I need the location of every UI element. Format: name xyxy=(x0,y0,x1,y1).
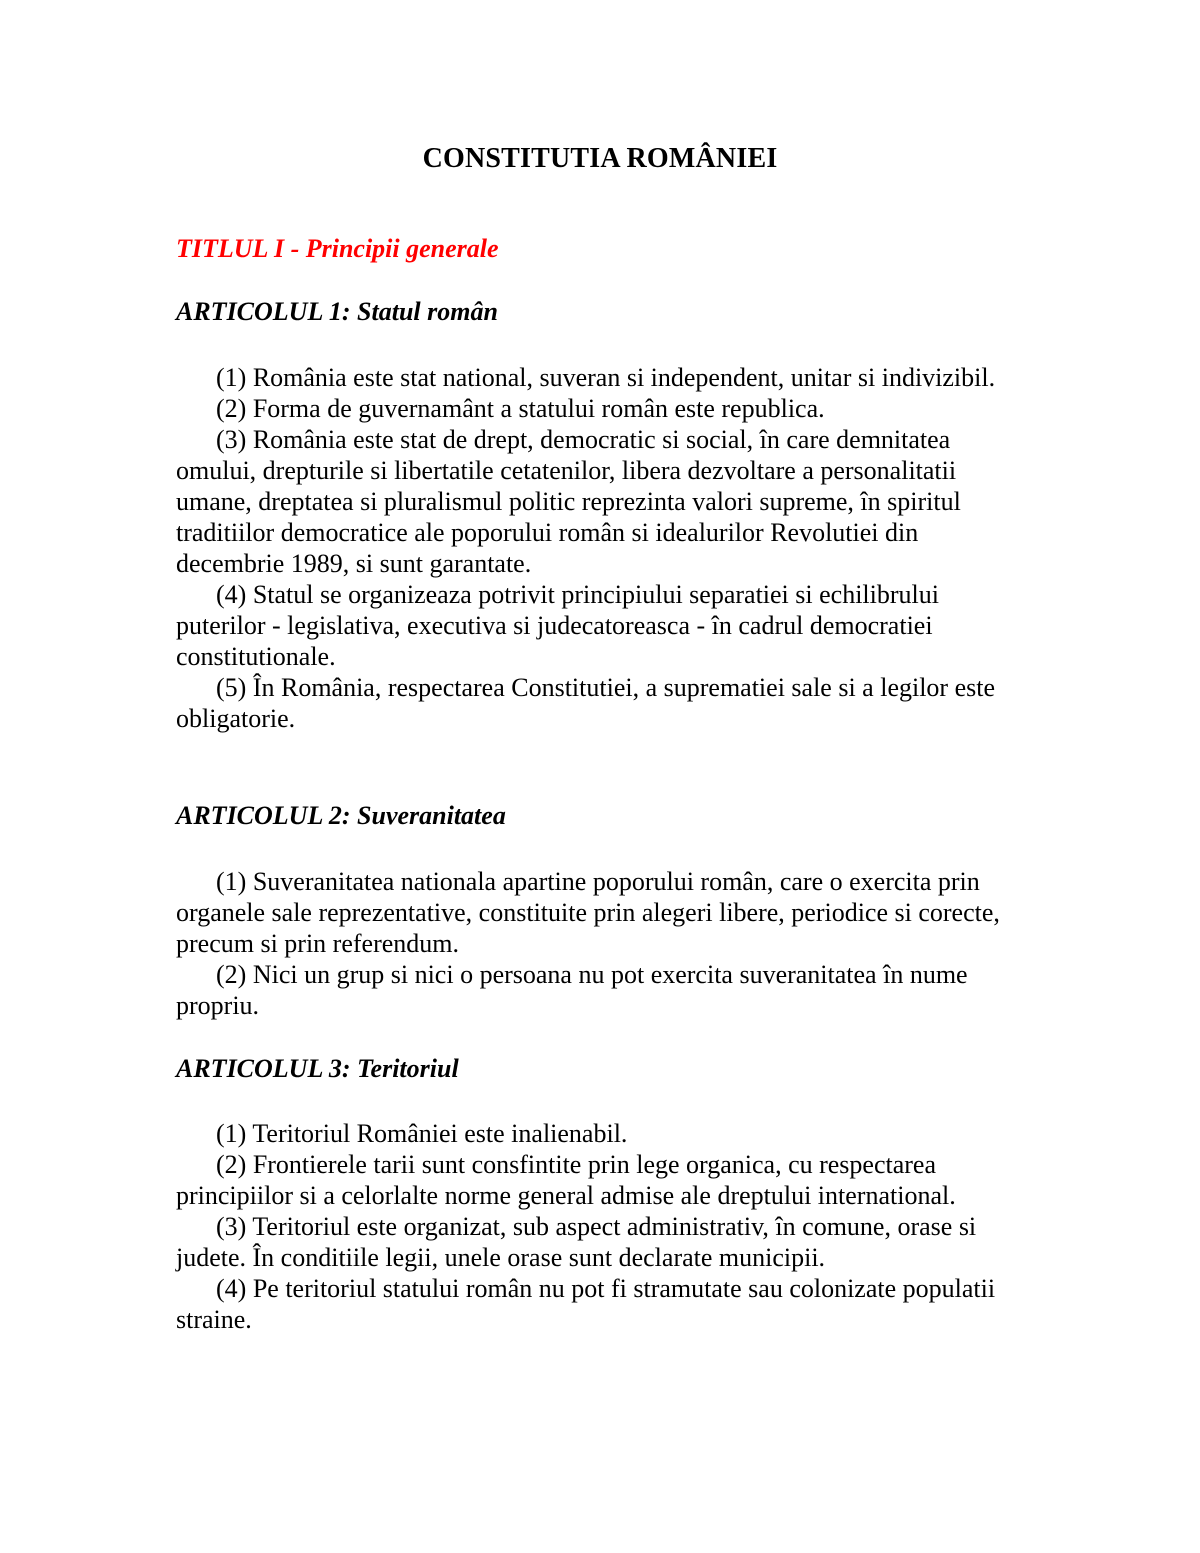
article-3-paragraph-3: (3) Teritoriul este organizat, sub aspect administrativ, în comune, orase si judete. În conditiile legii, unele orase sunt declarate municipii. xyxy=(176,1212,977,1272)
article-2-paragraph-2: (2) Nici un grup si nici o persoana nu pot exercita suveranitatea în nume propriu. xyxy=(176,960,968,1020)
article-1-paragraph-2: (2) Forma de guvernamânt a statului român este republica. xyxy=(216,394,825,423)
document-title: CONSTITUTIA ROMÂNIEI xyxy=(422,143,778,174)
article-1-body xyxy=(176,362,1016,734)
article-2-heading: ARTICOLUL 2: Suveranitatea xyxy=(176,801,506,830)
section-title: TITLUL I - Principii generale xyxy=(176,234,499,263)
article-1-heading: ARTICOLUL 1: Statul român xyxy=(176,297,498,326)
article-3-paragraph-2: (2) Frontierele tarii sunt consfintite prin lege organica, cu respectarea principiilor si a celorlalte norme general admise ale dreptului international. xyxy=(176,1150,956,1210)
article-1-paragraph-1: (1) România este stat national, suveran si independent, unitar si indivizibil. xyxy=(216,363,996,392)
article-3-body xyxy=(176,1118,1016,1335)
article-2-body xyxy=(176,866,1016,1021)
article-1-paragraph-5: (5) În România, respectarea Constitutiei, a suprematiei sale si a legilor este obligatorie. xyxy=(176,673,996,733)
article-2-paragraph-1: (1) Suveranitatea nationala apartine poporului român, care o exercita prin organele sale reprezentative, constituite prin alegeri libere, periodice si corecte, precum si prin referendum. xyxy=(176,867,1000,958)
article-1-paragraph-3: (3) România este stat de drept, democratic si social, în care demnitatea omului, drepturile si libertatile cetatenilor, libera dezvoltare a personalitatii umane, dreptatea si pluralismul politic reprezinta valori supreme, în spiritul traditiilor democratice ale poporului român si idealurilor Revolutiei din decembrie 1989, si sunt garantate. xyxy=(176,425,961,578)
article-3-heading: ARTICOLUL 3: Teritoriul xyxy=(176,1054,459,1083)
article-1-paragraph-4: (4) Statul se organizeaza potrivit principiului separatiei si echilibrului puterilor - legislativa, executiva si judecatoreasca - în cadrul democratiei constitutionale. xyxy=(176,580,939,671)
article-3-paragraph-1: (1) Teritoriul României este inalienabil. xyxy=(216,1119,628,1148)
article-3-paragraph-4: (4) Pe teritoriul statului român nu pot fi stramutate sau colonizate populatii straine. xyxy=(176,1274,996,1334)
